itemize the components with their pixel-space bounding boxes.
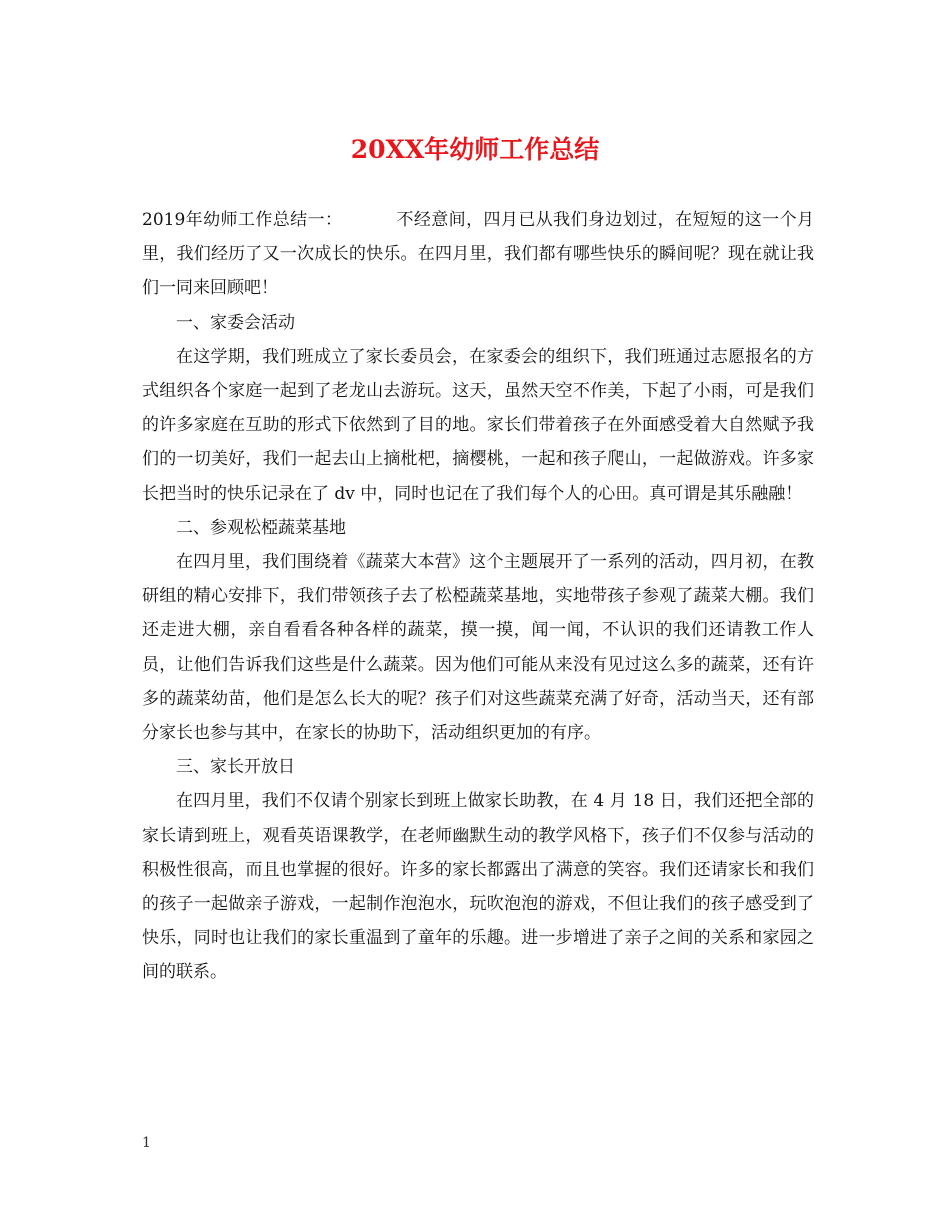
section-heading-2: 二、参观松椏蔬菜基地 (176, 517, 346, 538)
intro-label: 2019年幼师工作总结一： (142, 210, 343, 230)
page-number: 1 (142, 1135, 151, 1151)
document-body (142, 203, 814, 990)
section-paragraph-1: 在这学期，我们班成立了家长委员会，在家委会的组织下，我们班通过志愿报名的方式组织各个家庭一起到了老龙山去游玩。这天，虽然天空不作美，下起了小雨，可是我们的许多家庭在互助的形式下依然到了目的地。家长们带着孩子在外面感受着大自然赋予我们的一切美好，我们一起去山上摘枇杷，摘樱桃，一起和孩子爬山，一起做游戏。许多家长把当时的快乐记录在了 dv 中，同时也记在了我们每个人的心田。真可谓是其乐融融！ (142, 346, 814, 504)
document-title: 20XX年幼师工作总结 (350, 135, 600, 164)
section-heading-3: 三、家长开放日 (176, 757, 295, 778)
section-paragraph-2: 在四月里，我们围绕着《蔬菜大本营》这个主题展开了一系列的活动，四月初，在教研组的精心安排下，我们带领孩子去了松椏蔬菜基地，实地带孩子参观了蔬菜大棚。我们还走进大棚，亲自看看各种各样的蔬菜，摸一摸，闻一闻，不认识的我们还请教工作人员，让他们告诉我们这些是什么蔬菜。因为他们可能从来没有见过这么多的蔬菜，还有许多的蔬菜幼苗，他们是怎么长大的呢？孩子们对这些蔬菜充满了好奇，活动当天，还有部分家长也参与其中，在家长的协助下，活动组织更加的有序。 (142, 552, 814, 744)
intro-text: 不经意间，四月已从我们身边划过，在短短的这一个月里，我们经历了又一次成长的快乐。在四月里，我们都有哪些快乐的瞬间呢？现在就让我们一同来回顾吧！ (142, 210, 815, 299)
section-paragraph-3: 在四月里，我们不仅请个别家长到班上做家长助教，在 4 月 18 日，我们还把全部的家长请到班上，观看英语课教学，在老师幽默生动的教学风格下，孩子们不仅参与活动的积极性很高，而且也掌握的很好。许多的家长都露出了满意的笑容。我们还请家长和我们的孩子一起做亲子游戏，一起制作泡泡水，玩吹泡泡的游戏，不但让我们的孩子感受到了快乐，同时也让我们的家长重温到了童年的乐趣。进一步增进了亲子之间的关系和家园之间的联系。 (142, 791, 814, 983)
section-heading-1: 一、家委会活动 (176, 312, 295, 333)
intro-paragraph (142, 203, 814, 306)
